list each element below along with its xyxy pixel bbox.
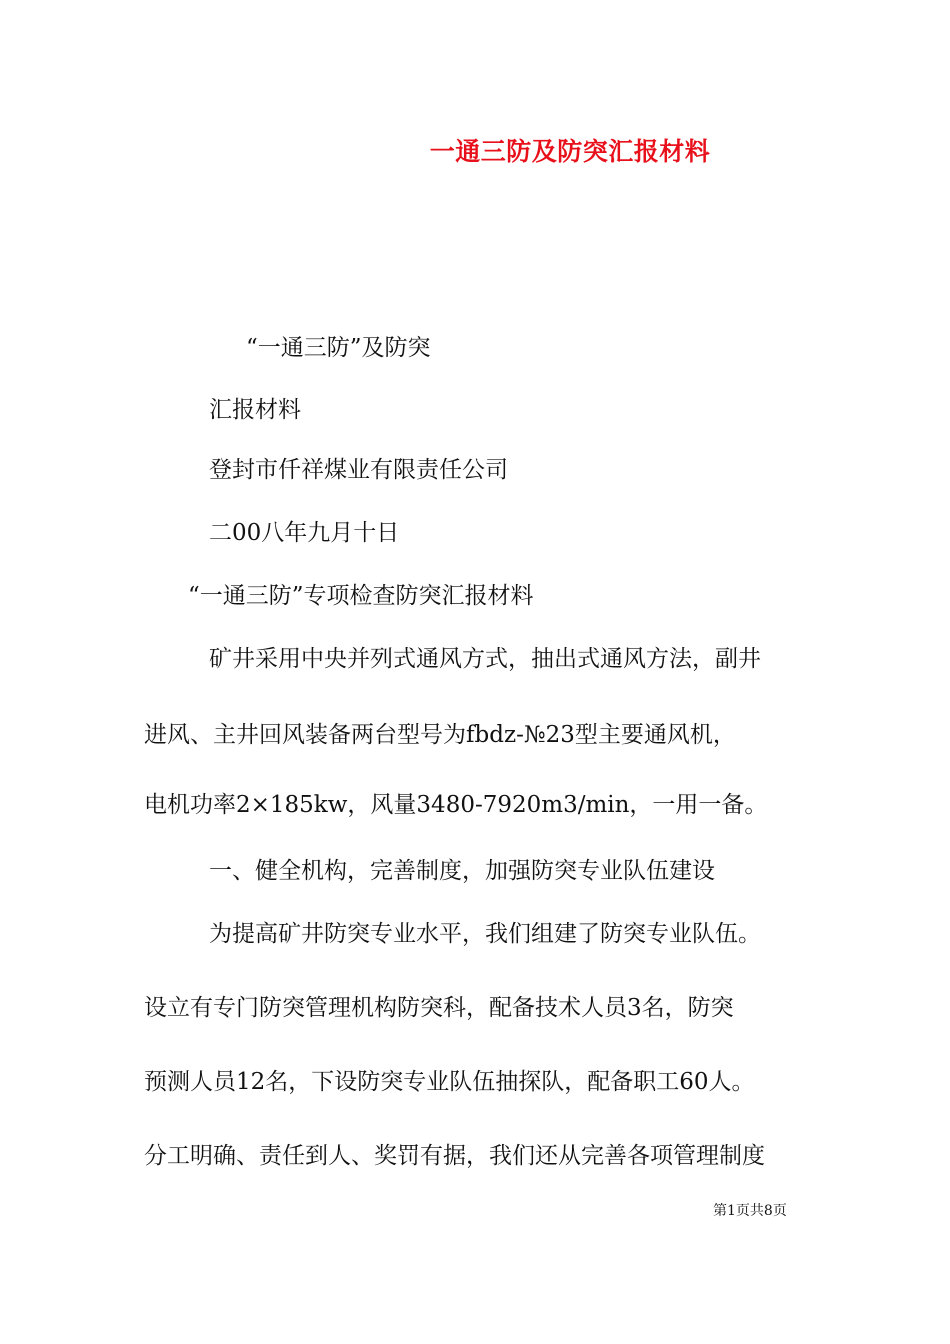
text-line: 电机功率2×185kw，风量3480-7920m3/min，一用一备。 bbox=[144, 792, 768, 818]
text-line: 矿井采用中央并列式通风方式，抽出式通风方法，副井 bbox=[209, 646, 761, 672]
text-line: 进风、主井回风装备两台型号为fbdz-№23型主要通风机， bbox=[144, 722, 736, 748]
text-line: 预测人员12名，下设防突专业队伍抽探队，配备职工60人。 bbox=[144, 1069, 755, 1095]
text-line: 汇报材料 bbox=[209, 397, 301, 423]
page-footer: 第1页共8页 bbox=[713, 1203, 787, 1219]
text-line: “一通三防”专项检查防突汇报材料 bbox=[188, 583, 534, 609]
text-line: 分工明确、责任到人、奖罚有据，我们还从完善各项管理制度 bbox=[144, 1143, 765, 1169]
document-title: 一通三防及防突汇报材料 bbox=[429, 137, 711, 166]
text-line: 设立有专门防突管理机构防突科，配备技术人员3名，防突 bbox=[144, 995, 734, 1021]
text-line: 为提高矿井防突专业水平，我们组建了防突专业队伍。 bbox=[209, 921, 761, 947]
text-line: 二00八年九月十日 bbox=[209, 520, 400, 546]
text-line: “一通三防”及防突 bbox=[246, 335, 431, 361]
text-line: 登封市仟祥煤业有限责任公司 bbox=[209, 457, 508, 483]
section-heading: 一、健全机构，完善制度，加强防突专业队伍建设 bbox=[209, 858, 715, 884]
